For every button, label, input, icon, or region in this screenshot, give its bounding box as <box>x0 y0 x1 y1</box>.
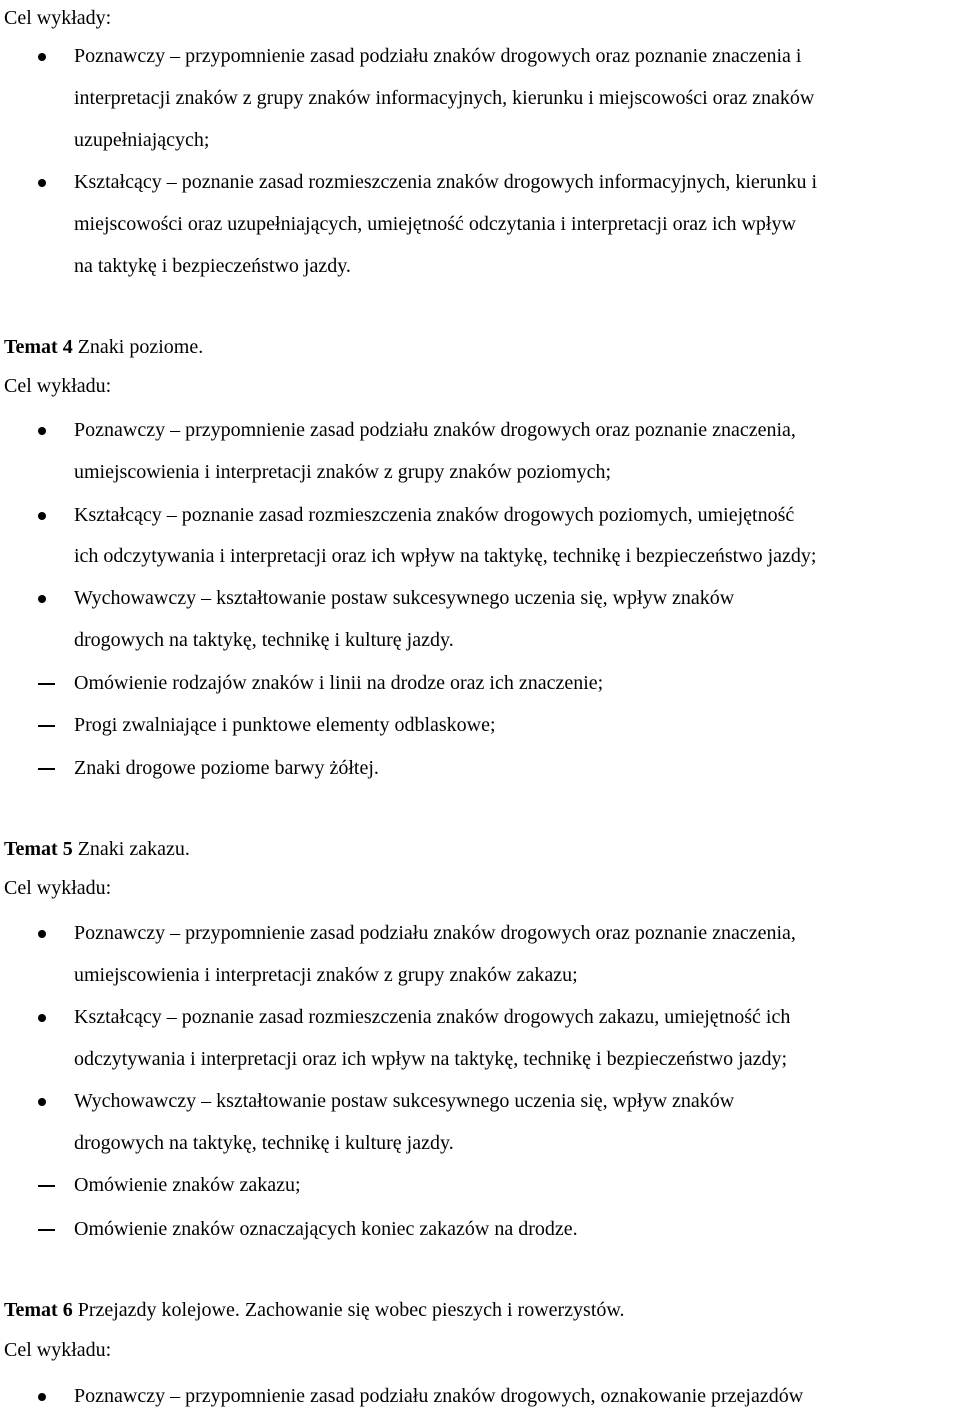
topic-number: Temat 6 <box>4 1299 73 1321</box>
list-item-text: interpretacji znaków z grupy znaków informacyjnych, kierunku i miejscowości oraz znaków <box>74 87 815 109</box>
list-item-text: umiejscowienia i interpretacji znaków z grupy znaków poziomych; <box>74 461 612 483</box>
list-item-text: Znaki drogowe poziome barwy żółtej. <box>74 757 379 779</box>
list-item-text: uzupełniających; <box>74 129 210 151</box>
list-item-text: miejscowości oraz uzupełniających, umiejętność odczytania i interpretacji oraz ich wpływ <box>74 213 796 235</box>
topic-title: Znaki poziome. <box>72 336 204 358</box>
dash-icon <box>38 683 55 685</box>
dash-icon <box>38 1185 55 1187</box>
bullet-icon <box>38 1098 46 1106</box>
list-item-text: Kształcący – poznanie zasad rozmieszczenia znaków drogowych zakazu, umiejętność ich <box>74 1006 791 1028</box>
topic-title: Znaki zakazu. <box>72 838 190 860</box>
objective-label: Cel wykładu: <box>4 375 112 397</box>
list-item-text: Kształcący – poznanie zasad rozmieszczenia znaków drogowych poziomych, umiejętność <box>74 504 795 526</box>
bullet-icon <box>38 427 46 435</box>
topic-heading <box>4 1298 625 1322</box>
list-item-text: drogowych na taktykę, technikę i kulturę jazdy. <box>74 1132 454 1154</box>
bullet-icon <box>38 1014 46 1022</box>
list-item-text: Poznawczy – przypomnienie zasad podziału znaków drogowych oraz poznanie znaczenia, <box>74 419 796 441</box>
topic-title: Przejazdy kolejowe. Zachowanie się wobec pieszych i rowerzystów. <box>72 1299 625 1321</box>
list-item-text: Wychowawczy – kształtowanie postaw sukcesywnego uczenia się, wpływ znaków <box>74 587 735 609</box>
dash-icon <box>38 725 55 727</box>
bullet-icon <box>38 595 46 603</box>
list-item-text: na taktykę i bezpieczeństwo jazdy. <box>74 255 351 277</box>
list-item-text: drogowych na taktykę, technikę i kulturę jazdy. <box>74 629 454 651</box>
bullet-icon <box>38 1393 46 1401</box>
list-item-text: Progi zwalniające i punktowe elementy odblaskowe; <box>74 714 496 736</box>
bullet-icon <box>38 53 46 61</box>
topic-number: Temat 4 <box>4 336 73 358</box>
dash-icon <box>38 768 55 770</box>
bullet-icon <box>38 930 46 938</box>
topic-heading <box>4 837 190 861</box>
bullet-icon <box>38 179 46 187</box>
objective-label: Cel wykładu: <box>4 877 112 899</box>
list-item-text: umiejscowienia i interpretacji znaków z grupy znaków zakazu; <box>74 964 578 986</box>
list-item-text: ich odczytywania i interpretacji oraz ich wpływ na taktykę, technikę i bezpieczeństwo jazdy; <box>74 545 817 567</box>
list-item-text: Kształcący – poznanie zasad rozmieszczenia znaków drogowych informacyjnych, kierunku i <box>74 171 818 193</box>
list-item-text: Omówienie znaków zakazu; <box>74 1174 301 1196</box>
bullet-icon <box>38 512 46 520</box>
objective-label: Cel wykładu: <box>4 1339 112 1361</box>
list-item-text: Poznawczy – przypomnienie zasad podziału znaków drogowych oraz poznanie znaczenia, <box>74 922 796 944</box>
list-item-text: Omówienie rodzajów znaków i linii na drodze oraz ich znaczenie; <box>74 672 604 694</box>
topic-heading <box>4 335 203 359</box>
list-item-text: Omówienie znaków oznaczających koniec zakazów na drodze. <box>74 1218 578 1240</box>
objective-label: Cel wykłady: <box>4 7 112 29</box>
list-item-text: Poznawczy – przypomnienie zasad podziału znaków drogowych oraz poznanie znaczenia i <box>74 45 802 67</box>
list-item-text: Wychowawczy – kształtowanie postaw sukcesywnego uczenia się, wpływ znaków <box>74 1090 735 1112</box>
list-item-text: Poznawczy – przypomnienie zasad podziału znaków drogowych, oznakowanie przejazdów <box>74 1385 804 1407</box>
topic-number: Temat 5 <box>4 838 73 860</box>
dash-icon <box>38 1229 55 1231</box>
list-item-text: odczytywania i interpretacji oraz ich wpływ na taktykę, technikę i bezpieczeństwo jazdy; <box>74 1048 788 1070</box>
